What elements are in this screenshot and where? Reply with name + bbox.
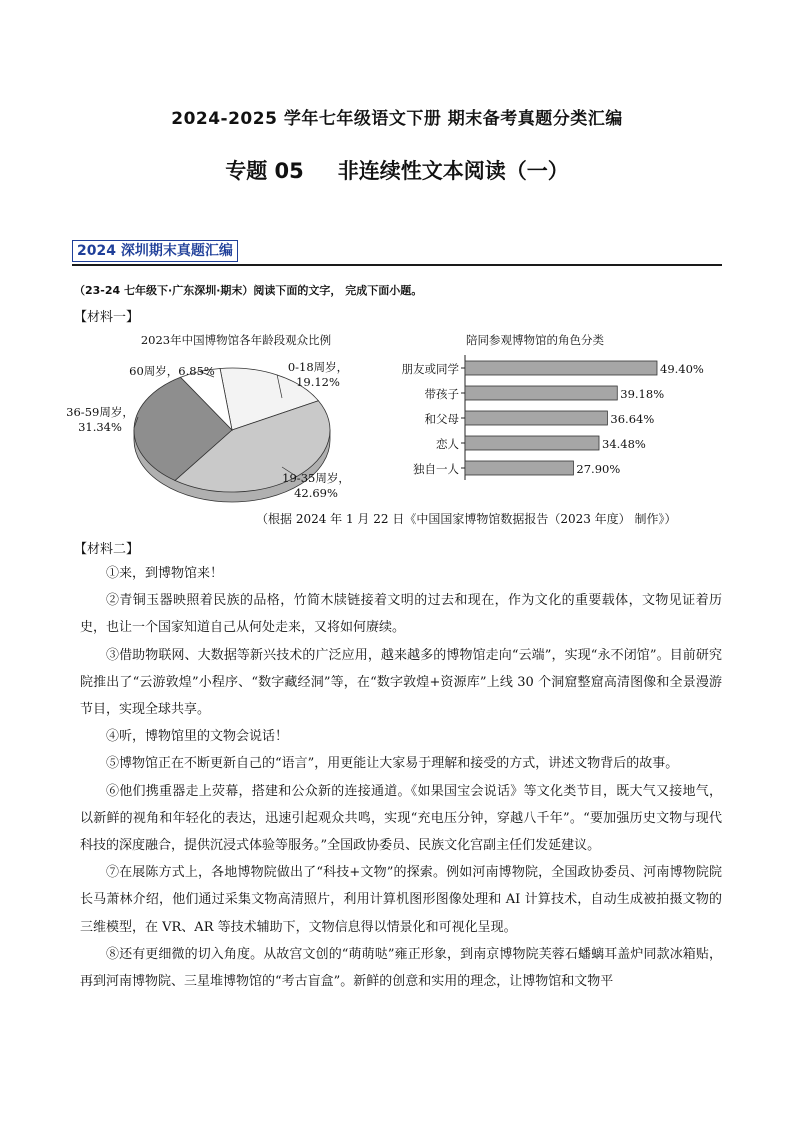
bar-value-label-1: 49.40% [660, 362, 704, 376]
bar-category-label-2: 带孩子 [424, 387, 459, 401]
paragraph-8: ⑧还有更细微的切入角度。从故宫文创的“萌萌哒”雍正形象，到南京博物院芙蓉石蟠螭耳盖炉同款冰箱贴，再到河南博物院、三星堆博物馆的“考古盲盒”。新鲜的创意和实用的理念，让博物馆和文物平 [80, 946, 722, 990]
pie-value-label-3: 31.34% [78, 420, 122, 434]
paragraph-5: ⑤博物馆正在不断更新自己的“语言”，用更能让大家易于理解和接受的方式，讲述文物背后的故事。 [106, 756, 679, 772]
bar-5 [465, 461, 573, 475]
pie-label-4: 60周岁，6.85% [129, 364, 215, 378]
bar-category-label-3: 和父母 [424, 412, 459, 426]
pie-value-label-2: 42.69% [294, 486, 338, 500]
document-title: 2024-2025 学年七年级语文下册 期末备考真题分类汇编 [171, 109, 623, 129]
bar-value-label-3: 36.64% [610, 412, 655, 426]
pie-chart [66, 360, 350, 502]
material-two-label: 【材料二】 [74, 542, 140, 557]
paragraph-2: ②青铜玉器映照着民族的品格，竹简木牍链接着文明的过去和现在，作为文化的重要载体，文物见证着历史，也让一个国家知道自己从何处走来，又将如何赓续。 [80, 593, 722, 636]
paragraph-3: ③借助物联网、大数据等新兴技术的广泛应用，越来越多的博物馆走向“云端”，实现“永不闭馆”。目前研究院推出了“云游敦煌”小程序、“数字藏经洞”等，在“数字敦煌+资源库”上线 30 个洞窟整窟高清图像和全景漫游节目，实现全球共享。 [80, 647, 722, 718]
pie-category-label-1: 0-18周岁， [287, 360, 349, 374]
paragraph-6: ⑥他们携重器走上荧幕，搭建和公众新的连接通道。《如果国宝会说话》等文化类节目，既大气又接地气，以新鲜的视角和年轻化的表达，迅速引起观众共鸣，实现“充电压分钟，穿越八千年”。“要加强历史文物与现代科技的深度融合，提供沉浸式体验等服务。”全国政协委员、民族文化宫副主任们发延建议。 [80, 783, 722, 854]
pie-category-label-2: 19-35周岁， [282, 471, 350, 485]
bar-value-label-4: 34.48% [602, 437, 646, 451]
section-header [72, 240, 722, 266]
material-one-label: 【材料一】 [74, 310, 140, 325]
pie-category-label-3: 36-59周岁， [66, 405, 134, 419]
bar-category-label-4: 恋人 [436, 437, 459, 451]
question-source: （23-24 七年级下·广东深圳·期末）阅读下面的文字， 完成下面小题。 [74, 284, 423, 297]
bar-3 [465, 411, 607, 425]
bar-4 [465, 436, 599, 450]
bar-value-label-2: 39.18% [620, 387, 665, 401]
bar-2 [465, 386, 617, 400]
pie-value-label-1: 19.12% [296, 375, 340, 389]
subtitle-topic-number: 专题 05 [225, 159, 304, 183]
document-subtitle [0, 155, 794, 185]
material-two-text [80, 560, 722, 995]
paragraph-4: ④听，博物馆里的文物会说话！ [106, 729, 289, 745]
bar-category-label-1: 朋友或同学 [401, 362, 459, 376]
chart-source-caption: （根据 2024 年 1 月 22 日《中国国家博物馆数据报告（2023 年度） 制作》） [256, 512, 677, 526]
bar-category-label-5: 独自一人 [413, 462, 459, 476]
bar-value-label-5: 27.90% [576, 462, 621, 476]
bar-1 [465, 361, 657, 375]
bar-chart [402, 355, 704, 480]
section-label: 2024 深圳期末真题汇编 [72, 240, 238, 262]
bar-chart-title: 陪同参观博物馆的角色分类 [466, 333, 604, 347]
paragraph-7: ⑦在展陈方式上，各地博物院做出了“科技+文物”的探索。例如河南博物院，全国政协委员、河南博物院院长马萧林介绍，他们通过采集文物高清照片，利用计算机图形图像处理和 AI 计算技术，自动生成被拍摄文物的三维模型，在 VR、AR 等技术辅助下，文物信息得以情景化和可视化呈现。 [80, 865, 722, 935]
pie-chart-title: 2023年中国博物馆各年龄段观众比例 [140, 333, 332, 347]
paragraph-1: ①来，到博物馆来！ [106, 566, 224, 581]
subtitle-topic-name: 非连续性文本阅读（一） [337, 159, 569, 183]
